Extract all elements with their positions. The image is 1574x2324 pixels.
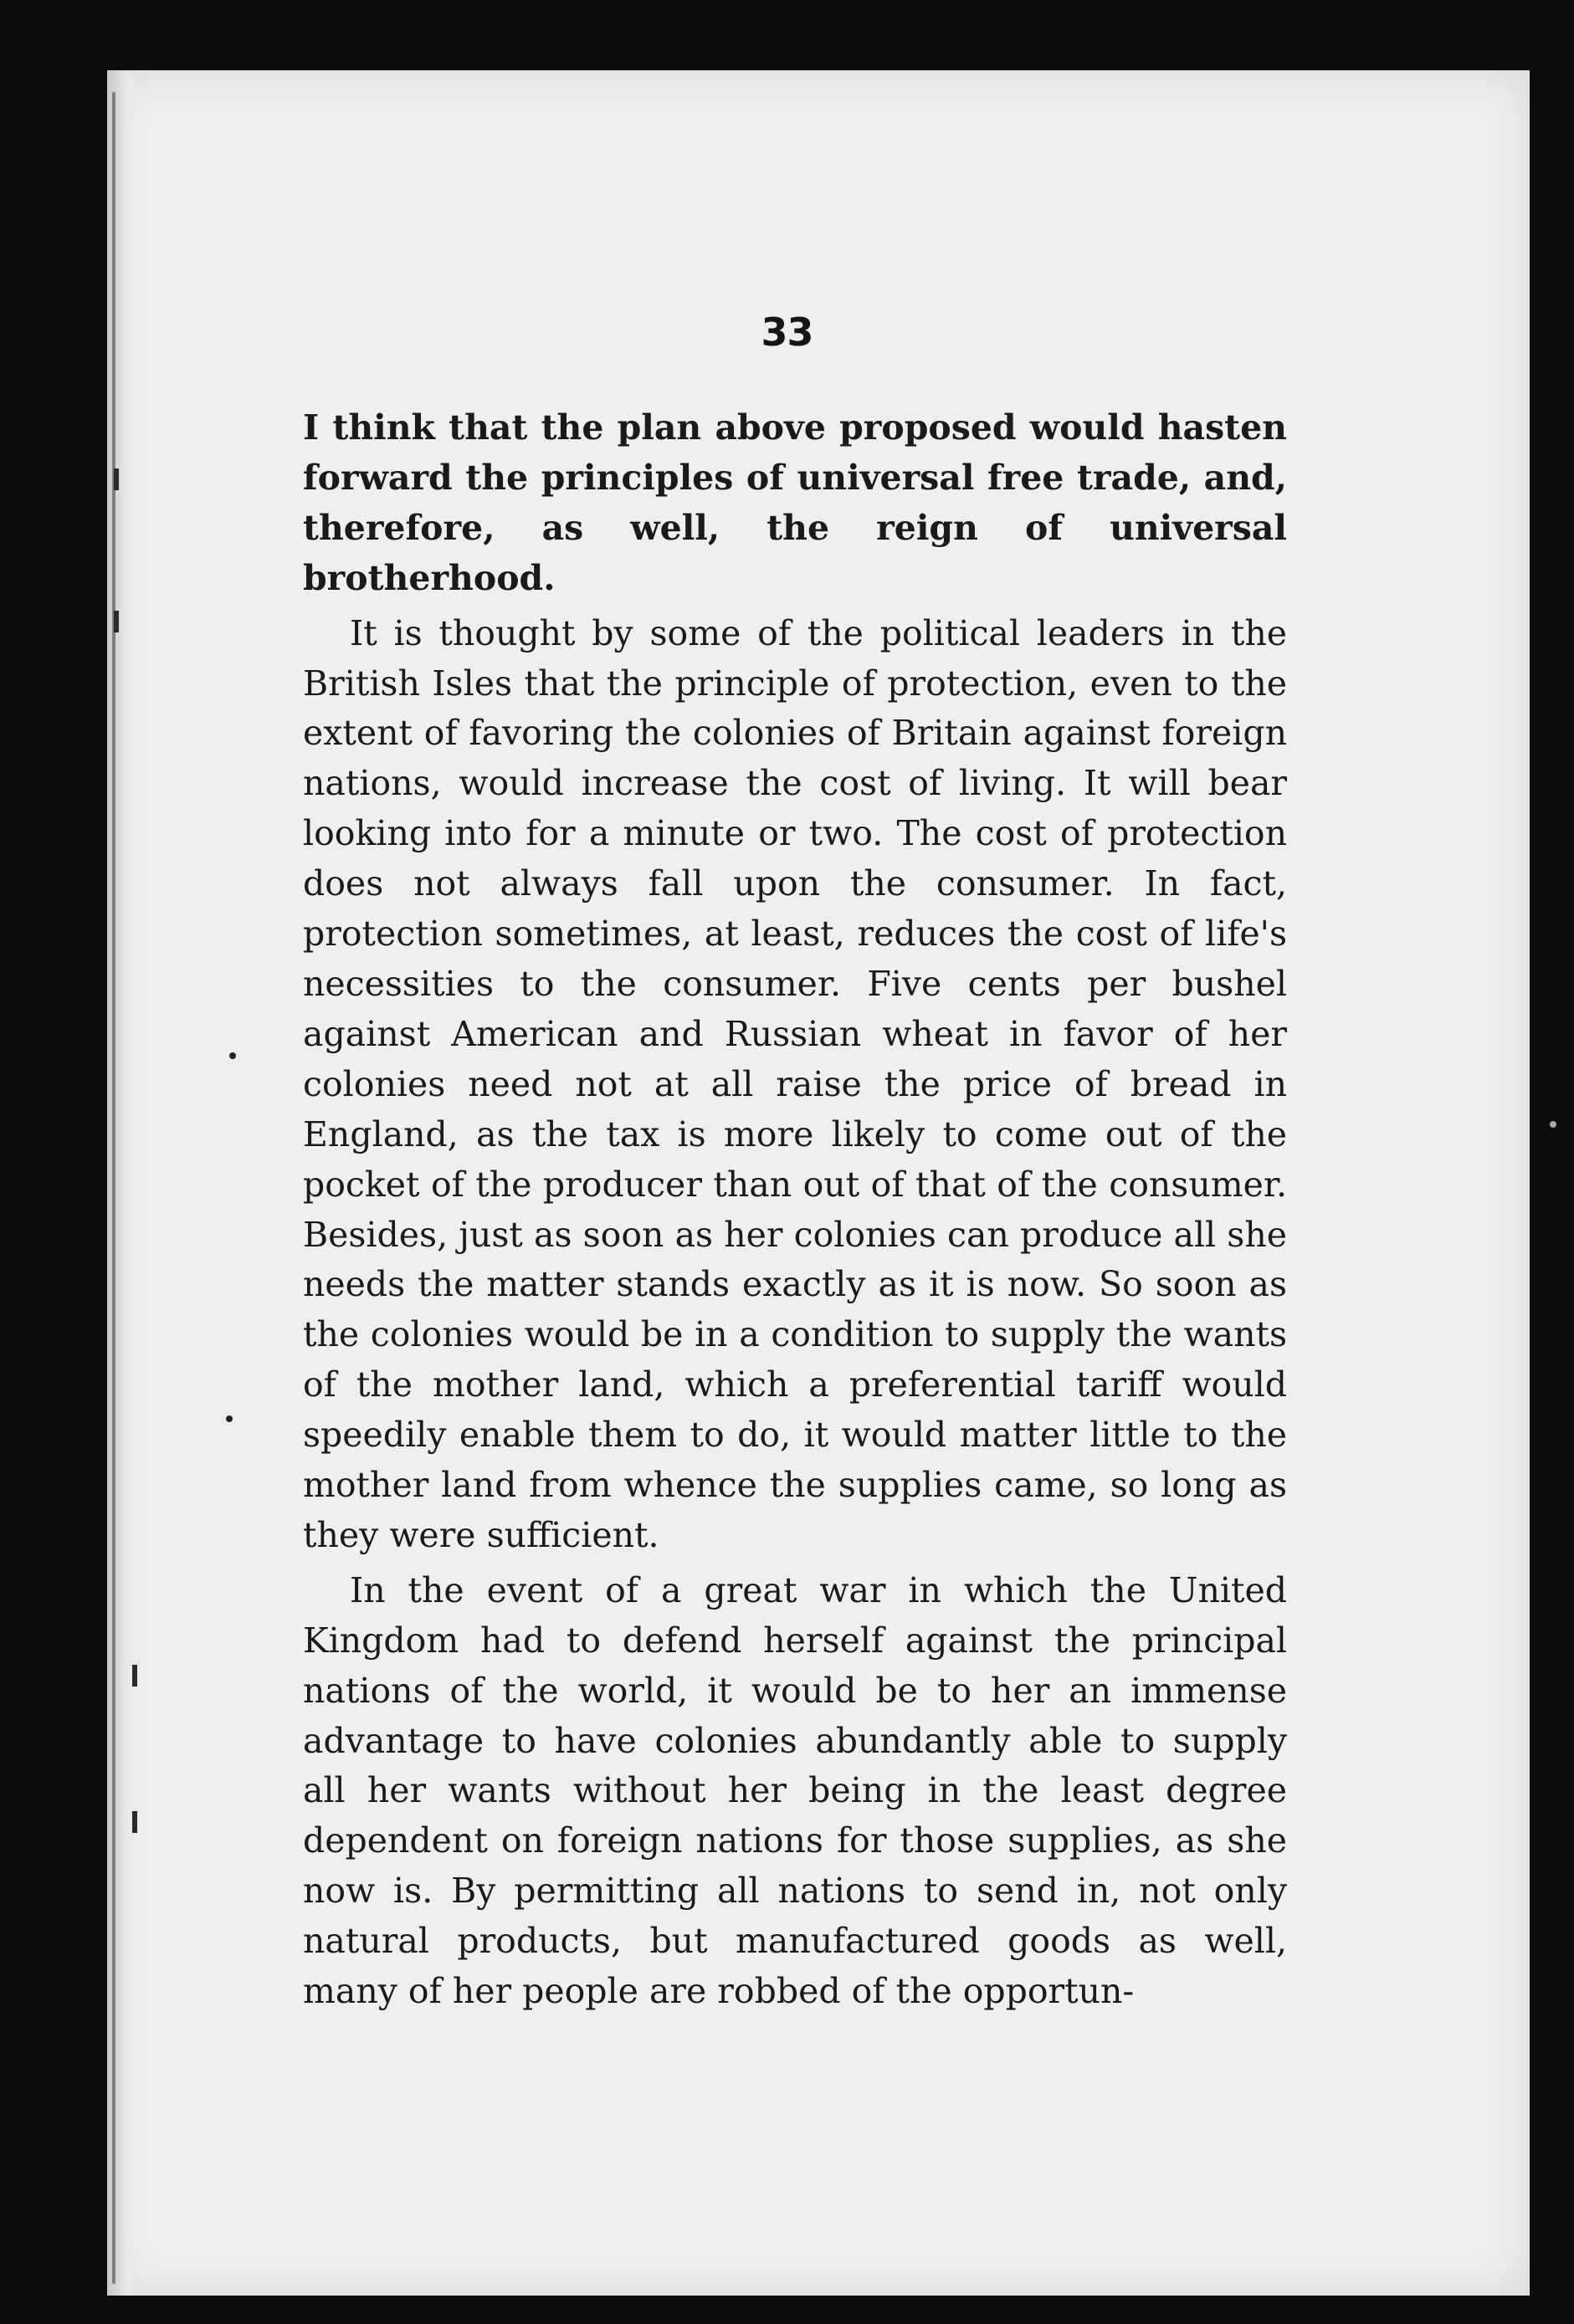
margin-mark [114,611,119,632]
page-number: 33 [761,310,813,355]
margin-mark [114,468,119,490]
paragraph: I think that the plan above proposed would hasten forward the principles of universal free trade, and, therefore, as well, the reign of universal brotherhood. [303,407,1287,598]
margin-mark [132,1811,137,1833]
bottom-border [0,2296,1574,2324]
margin-mark [132,1665,137,1687]
body-text [303,403,1287,2022]
margin-dot [1550,1121,1556,1128]
paragraph: It is thought by some of the political leaders in the British Isles that the principle of protection, even to the extent of favoring the colonies of Britain against foreign nations, would increase the cost of living. It will bear looking into for a minute or two. The cost of protection does not always fall upon the consumer. In fact, protection sometimes, at least, reduces the cost of life's necessities to the consumer. Five cents per bushel against American and Russian wheat in favor of her colonies need not at all raise the price of bread in England, as the tax is more likely to come out of the pocket of the producer than out of that of the consumer. Besides, just as soon as her colonies can produce all she needs the matter stands exactly as it is now. So soon as the colonies would be in a condition to supply the wants of the mother land, which a preferential tariff would speedily enable them to do, it would matter little to the mother land from whence the supplies came, so long as they were sufficient. [303,612,1287,1555]
margin-dot [226,1415,233,1422]
paragraph: In the event of a great war in which the United Kingdom had to defend herself against the principal nations of the world, it would be to her an immense advantage to have colonies abundantly able to supply all her wants without her being in the least degree dependent on foreign nations for those supplies, as she now is. By permitting all nations to send in, not only natural products, but manufactured goods as well, many of her people are robbed of the opportun- [303,1569,1287,2012]
right-border [1530,70,1574,2324]
margin-dot [229,1052,236,1059]
gutter-line [112,92,115,2284]
